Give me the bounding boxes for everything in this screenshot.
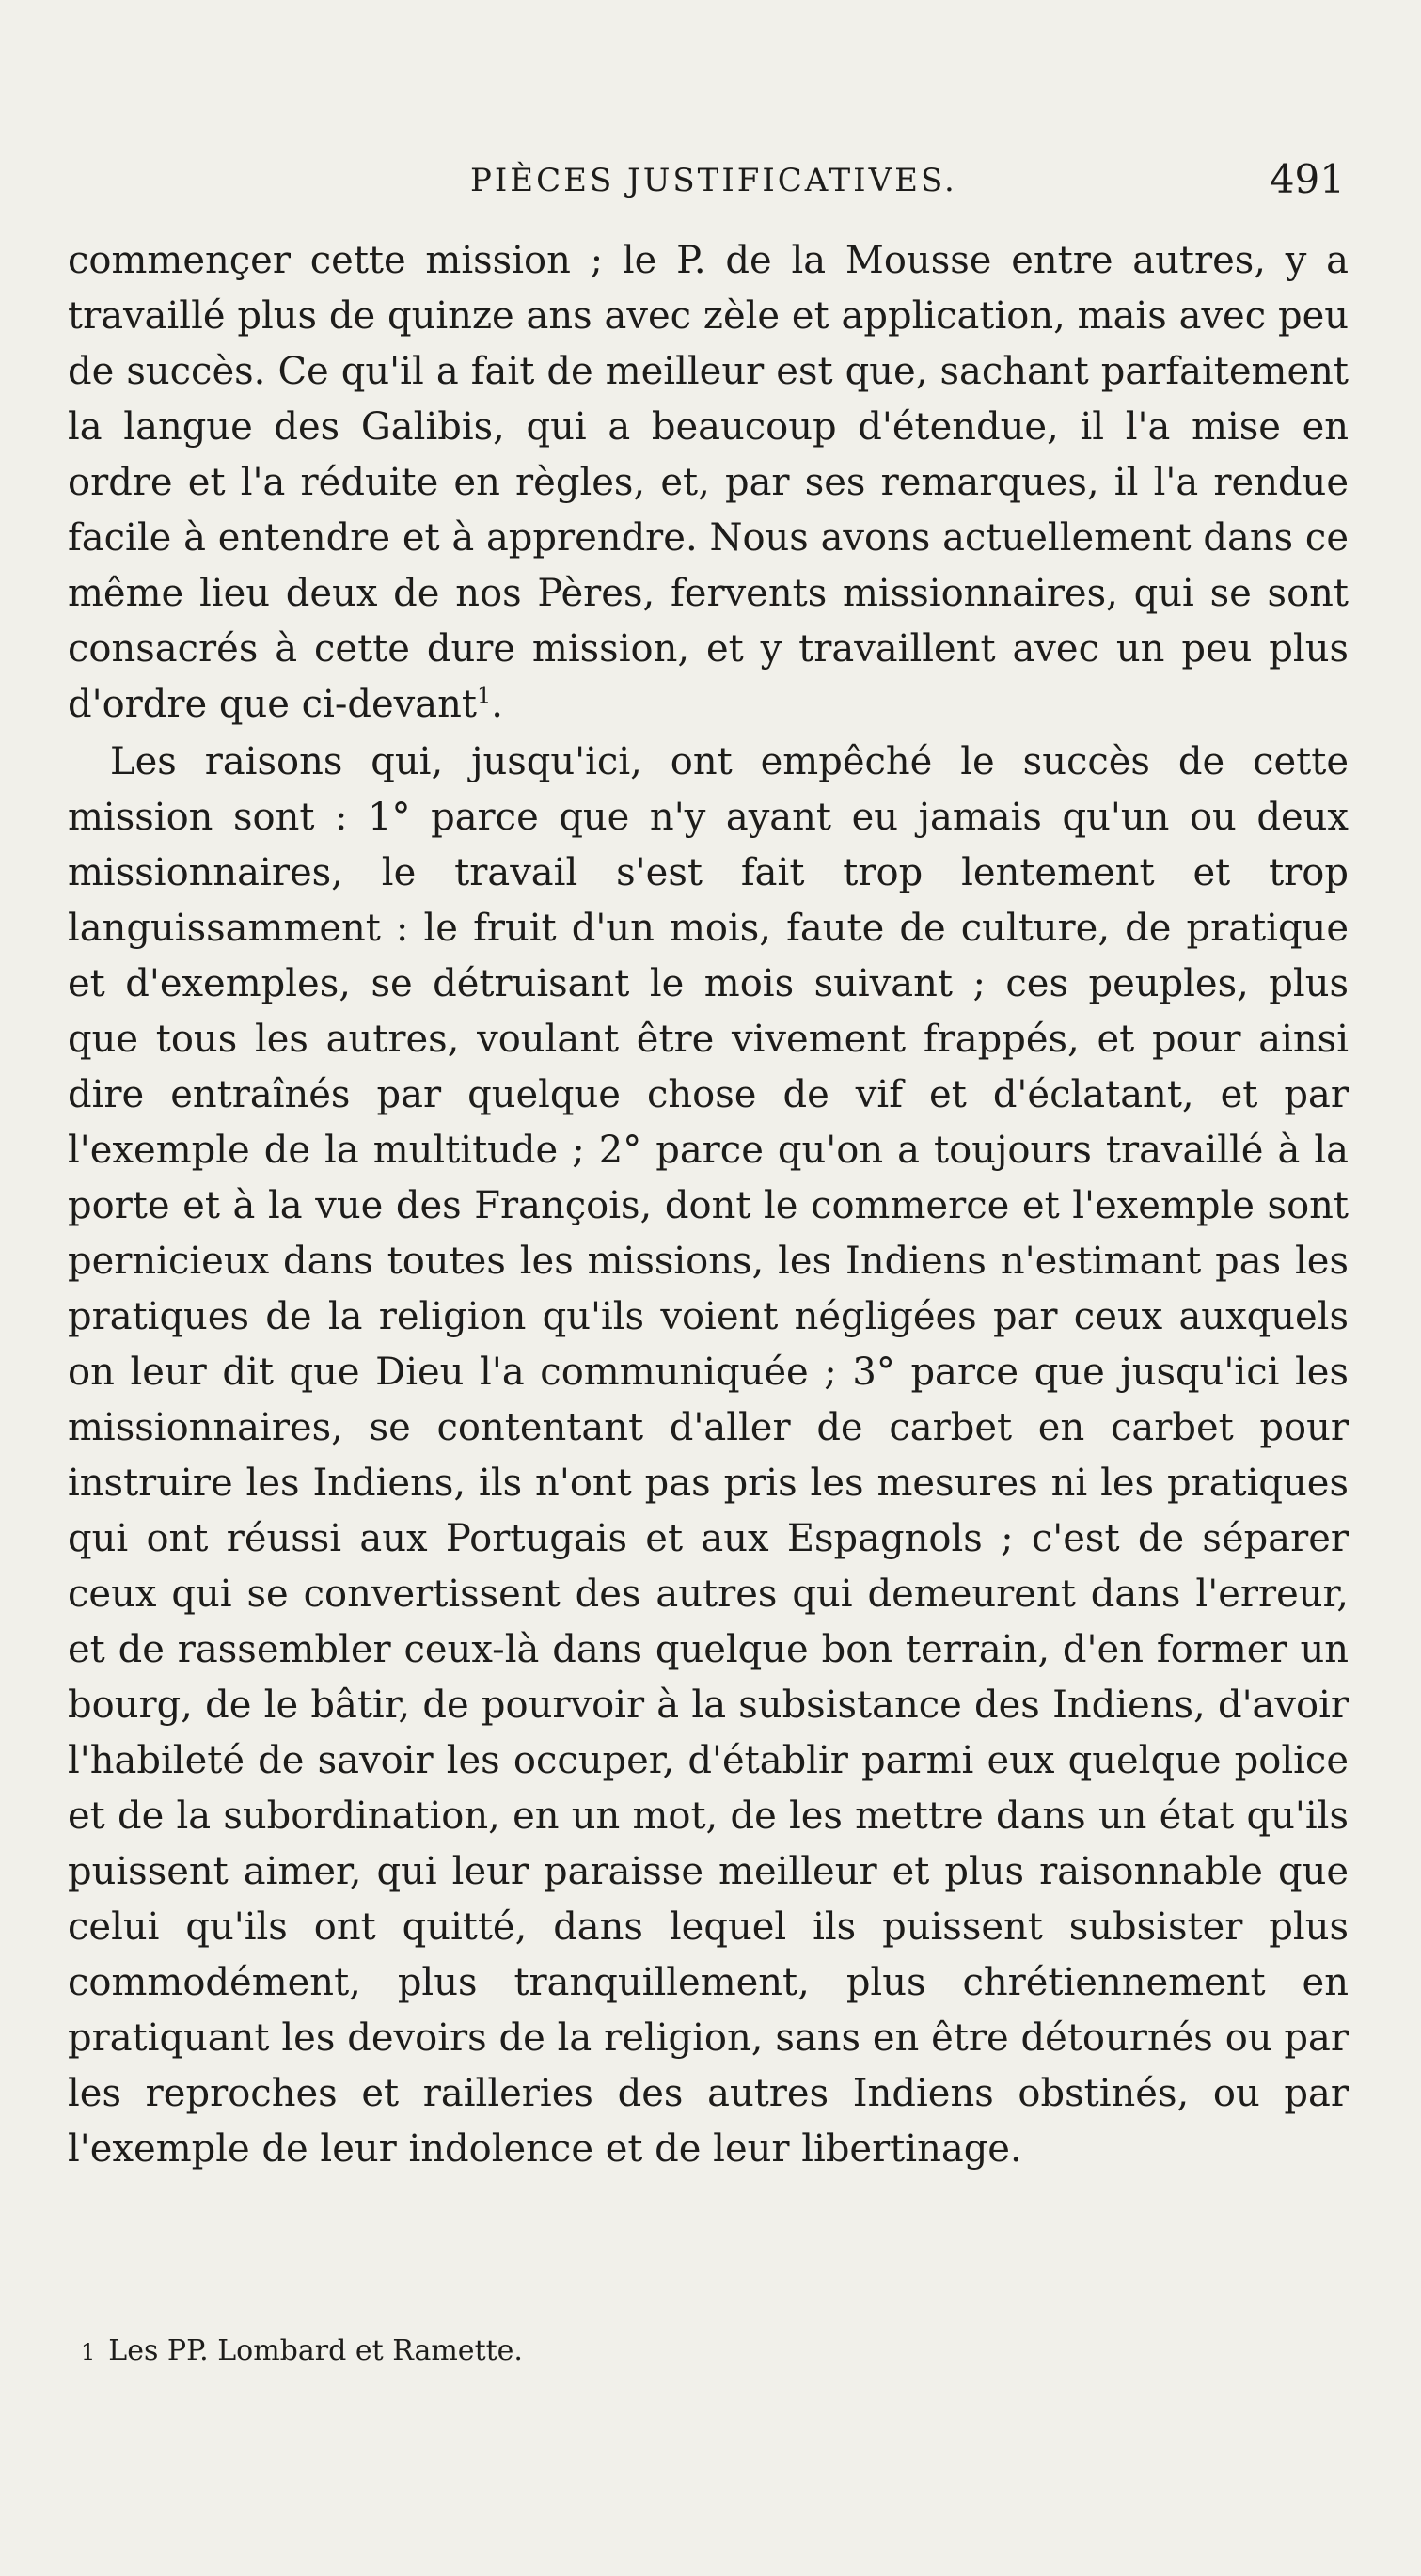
running-title: PIÈCES JUSTIFICATIVES. <box>470 162 957 199</box>
footnote <box>81 2332 1303 2371</box>
page-number: 491 <box>1269 156 1345 202</box>
paragraph-1-end: . <box>491 683 503 726</box>
paragraph-1 <box>68 233 1349 733</box>
footnote-number: 1 <box>81 2339 96 2365</box>
paragraph-2: Les raisons qui, jusqu'ici, ont empêché le succès de cette mission sont : 1° parce que n'y ayant eu jamais qu'un ou deux missionnaires, le travail s'est fait trop lentement et trop languissamment : le fruit d'un mois, faute de culture, de pratique et d'exemples, se détruisant le mois suivant ; ces peuples, plus que tous les autres, voulant être vivement frappés, et pour ainsi dire entraînés par quelque chose de vif et d'éclatant, et par l'exemple de la multitude ; 2° parce qu'on a toujours travaillé à la porte et à la vue des François, dont le commerce et l'exemple sont pernicieux dans toutes les missions, les Indiens n'estimant pas les pratiques de la religion qu'ils voient négligées par ceux auxquels on leur dit que Dieu l'a communiquée ; 3° parce que jusqu'ici les missionnaires, se contentant d'aller de carbet en carbet pour instruire les Indiens, ils n'ont pas pris les mesures ni les pratiques qui ont réussi aux Portugais et aux Espagnols ; c'est de séparer ceux qui se convertissent des autres qui demeurent dans l'erreur, et de rassembler ceux-là dans quelque bon terrain, d'en former un bourg, de le bâtir, de pourvoir à la subsistance des Indiens, d'avoir l'habileté de savoir les occuper, d'établir parmi eux quelque police et de la subordination, en un mot, de les mettre dans un état qu'ils puissent aimer, qui leur paraisse meilleur et plus raisonnable que celui qu'ils ont quitté, dans lequel ils puissent subsister plus commodément, plus tranquillement, plus chrétiennement en pratiquant les devoirs de la religion, sans en être détournés ou par les reproches et railleries des autres Indiens obstinés, ou par l'exemple de leur indolence et de leur libertinage. <box>68 740 1349 2171</box>
footnote-reference: 1 <box>476 682 492 709</box>
footnote-text: Les PP. Lombard et Ramette. <box>108 2334 523 2367</box>
body-text <box>68 233 1349 2177</box>
page-header <box>470 156 1345 218</box>
paragraph-1-text: commençer cette mission ; le P. de la Mousse entre autres, y a travaillé plus de quinze ans avec zèle et application, mais avec peu de succès. Ce qu'il a fait de meilleur est que, sachant parfaitement la langue des Galibis, qui a beaucoup d'étendue, il l'a mise en ordre et l'a réduite en règles, et, par ses remarques, il l'a rendue facile à entendre et à apprendre. Nous avons actuellement dans ce même lieu deux de nos Pères, fervents missionnaires, qui se sont consacrés à cette dure mission, et y travaillent avec un peu plus d'ordre que ci-devant <box>68 239 1349 726</box>
